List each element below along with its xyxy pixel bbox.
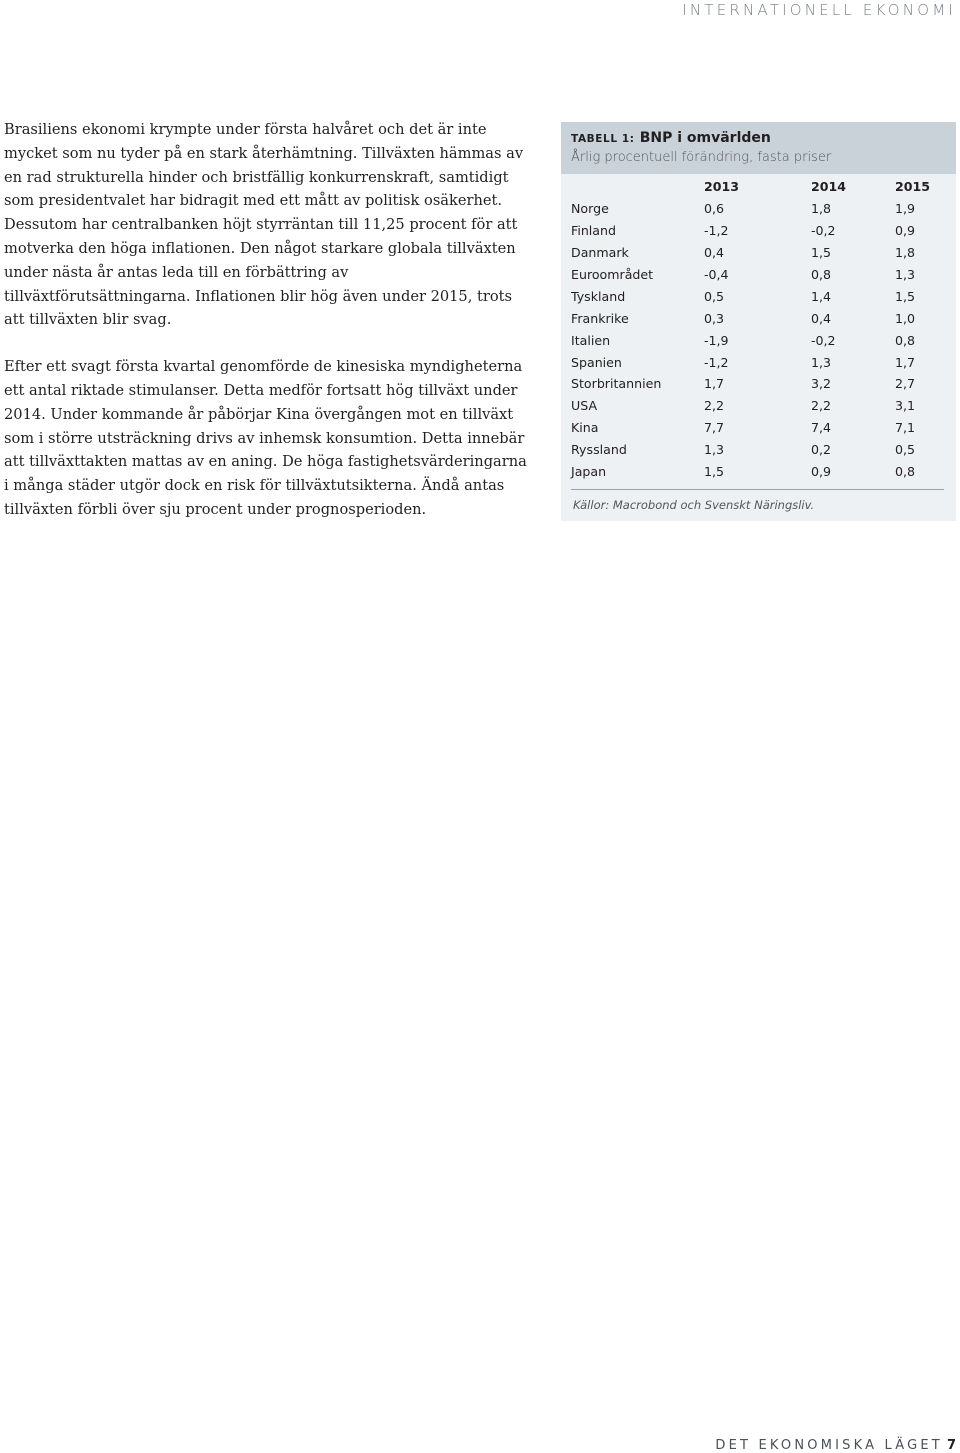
value-cell-2014: 0,2 (811, 442, 832, 458)
table-source: Källor: Macrobond och Svenskt Näringsliv. (573, 498, 815, 512)
column-header-2013: 2013 (704, 179, 740, 195)
table-row (571, 242, 955, 264)
value-cell-2014: 2,2 (811, 398, 832, 414)
column-header-country (571, 174, 704, 198)
value-cell-2013: -0,4 (704, 267, 729, 282)
value-cell-2014: 1,4 (811, 288, 832, 304)
value-cell-2013: -1,9 (704, 332, 729, 348)
column-header-2015: 2015 (895, 179, 931, 195)
page-number: 7 (946, 1438, 956, 1453)
table-row (571, 198, 955, 220)
paragraph-china: Efter ett svagt första kvartal genomförde de kinesiska myndigheterna ett antal riktade stimulanser. Detta medför fortsatt hög tillväxt under 2014. Under kommande år påbörjar Kina övergången mot en tillväxt som i större utsträckning drivs av inhemsk konsumtion. Detta innebär att tillväxttakten mattas av en aning. De höga fastighetsvärderingarna i många städer utgör dock en risk för tillväxtutsikterna. Ändå antas tillväxten förbli över sju procent under prognosperioden. (4, 358, 527, 518)
table-row (571, 264, 955, 286)
country-cell: Ryssland (571, 442, 627, 458)
value-cell-2015: 1,5 (895, 288, 916, 304)
value-cell-2015: 0,8 (895, 464, 916, 480)
value-cell-2015: 1,8 (895, 245, 916, 261)
value-cell-2015: 0,8 (895, 332, 916, 348)
table-row (571, 329, 955, 351)
gdp-table (571, 174, 955, 482)
value-cell-2013: 0,4 (704, 245, 725, 261)
country-cell: Spanien (571, 354, 622, 370)
value-cell-2015: 7,1 (895, 420, 916, 436)
value-cell-2014: 0,9 (811, 464, 832, 480)
country-cell: USA (571, 398, 598, 414)
table-subtitle: Årlig procentuell förändring, fasta priser (571, 150, 832, 165)
country-cell: Japan (571, 464, 607, 480)
value-cell-2015: 1,3 (895, 267, 916, 282)
value-cell-2013: -1,2 (704, 223, 729, 239)
value-cell-2014: 1,3 (811, 354, 832, 370)
value-cell-2013: 2,2 (704, 398, 725, 414)
country-cell: Storbritannien (571, 376, 662, 392)
table-row (571, 351, 955, 373)
table-divider (571, 489, 944, 490)
value-cell-2013: 7,7 (704, 420, 725, 436)
value-cell-2013: 0,6 (704, 201, 725, 217)
country-cell: Finland (571, 223, 617, 239)
value-cell-2015: 0,5 (895, 442, 916, 458)
table-label: TABELL 1: (571, 133, 635, 145)
column-header-2014: 2014 (811, 179, 847, 195)
value-cell-2013: 0,5 (704, 288, 725, 304)
paragraph-brazil: Brasiliens ekonomi krympte under första halvåret och det är inte mycket som nu tyder på en stark återhämtning. Tillväxten hämmas av en rad strukturella hinder och bristfällig konkurrenskraft, samtidigt som presidentvalet har bidragit med ett mått av politisk osäkerhet. Dessutom har centralbanken höjt styrräntan till 11,25 procent för att motverka den höga inflationen. Den något starkare globala tillväxten under nästa år antas leda till en förbättring av tillväxtförutsättningarna. Inflationen blir hög även under 2015, trots att tillväxten blir svag. (4, 121, 524, 329)
section-header: INTERNATIONELL EKONOMI (682, 1, 956, 19)
table-row (571, 461, 955, 483)
value-cell-2014: -0,2 (811, 332, 836, 348)
table-row (571, 417, 955, 439)
value-cell-2015: 0,9 (895, 223, 916, 239)
value-cell-2015: 1,0 (895, 310, 916, 326)
value-cell-2014: 0,4 (811, 310, 832, 326)
table-row (571, 373, 955, 395)
value-cell-2013: -1,2 (704, 354, 729, 370)
value-cell-2014: 3,2 (811, 376, 832, 392)
table-row (571, 307, 955, 329)
value-cell-2015: 1,9 (895, 201, 916, 217)
table-header-row (571, 174, 955, 198)
country-cell: Kina (571, 420, 599, 436)
value-cell-2013: 1,5 (704, 464, 725, 480)
value-cell-2013: 0,3 (704, 310, 725, 326)
table-row (571, 285, 955, 307)
page-footer (715, 1438, 956, 1453)
country-cell: Frankrike (571, 310, 629, 326)
publication-name: DET EKONOMISKA LÄGET (715, 1438, 943, 1453)
table-header (561, 122, 956, 174)
article-body (4, 118, 534, 545)
table-row (571, 220, 955, 242)
value-cell-2013: 1,3 (704, 442, 725, 458)
country-cell: Danmark (571, 245, 629, 261)
value-cell-2014: 1,8 (811, 201, 832, 217)
value-cell-2014: 0,8 (811, 267, 832, 282)
value-cell-2014: -0,2 (811, 223, 836, 239)
table-title: BNP i omvärlden (639, 130, 771, 146)
country-cell: Euroområdet (571, 267, 654, 282)
value-cell-2015: 3,1 (895, 398, 916, 414)
gdp-table-box (561, 122, 956, 521)
value-cell-2015: 2,7 (895, 376, 916, 392)
value-cell-2015: 1,7 (895, 354, 916, 370)
value-cell-2014: 7,4 (811, 420, 832, 436)
country-cell: Norge (571, 201, 609, 217)
country-cell: Italien (571, 332, 611, 348)
country-cell: Tyskland (571, 288, 626, 304)
table-row (571, 439, 955, 461)
table-row (571, 395, 955, 417)
value-cell-2013: 1,7 (704, 376, 725, 392)
value-cell-2014: 1,5 (811, 245, 832, 261)
